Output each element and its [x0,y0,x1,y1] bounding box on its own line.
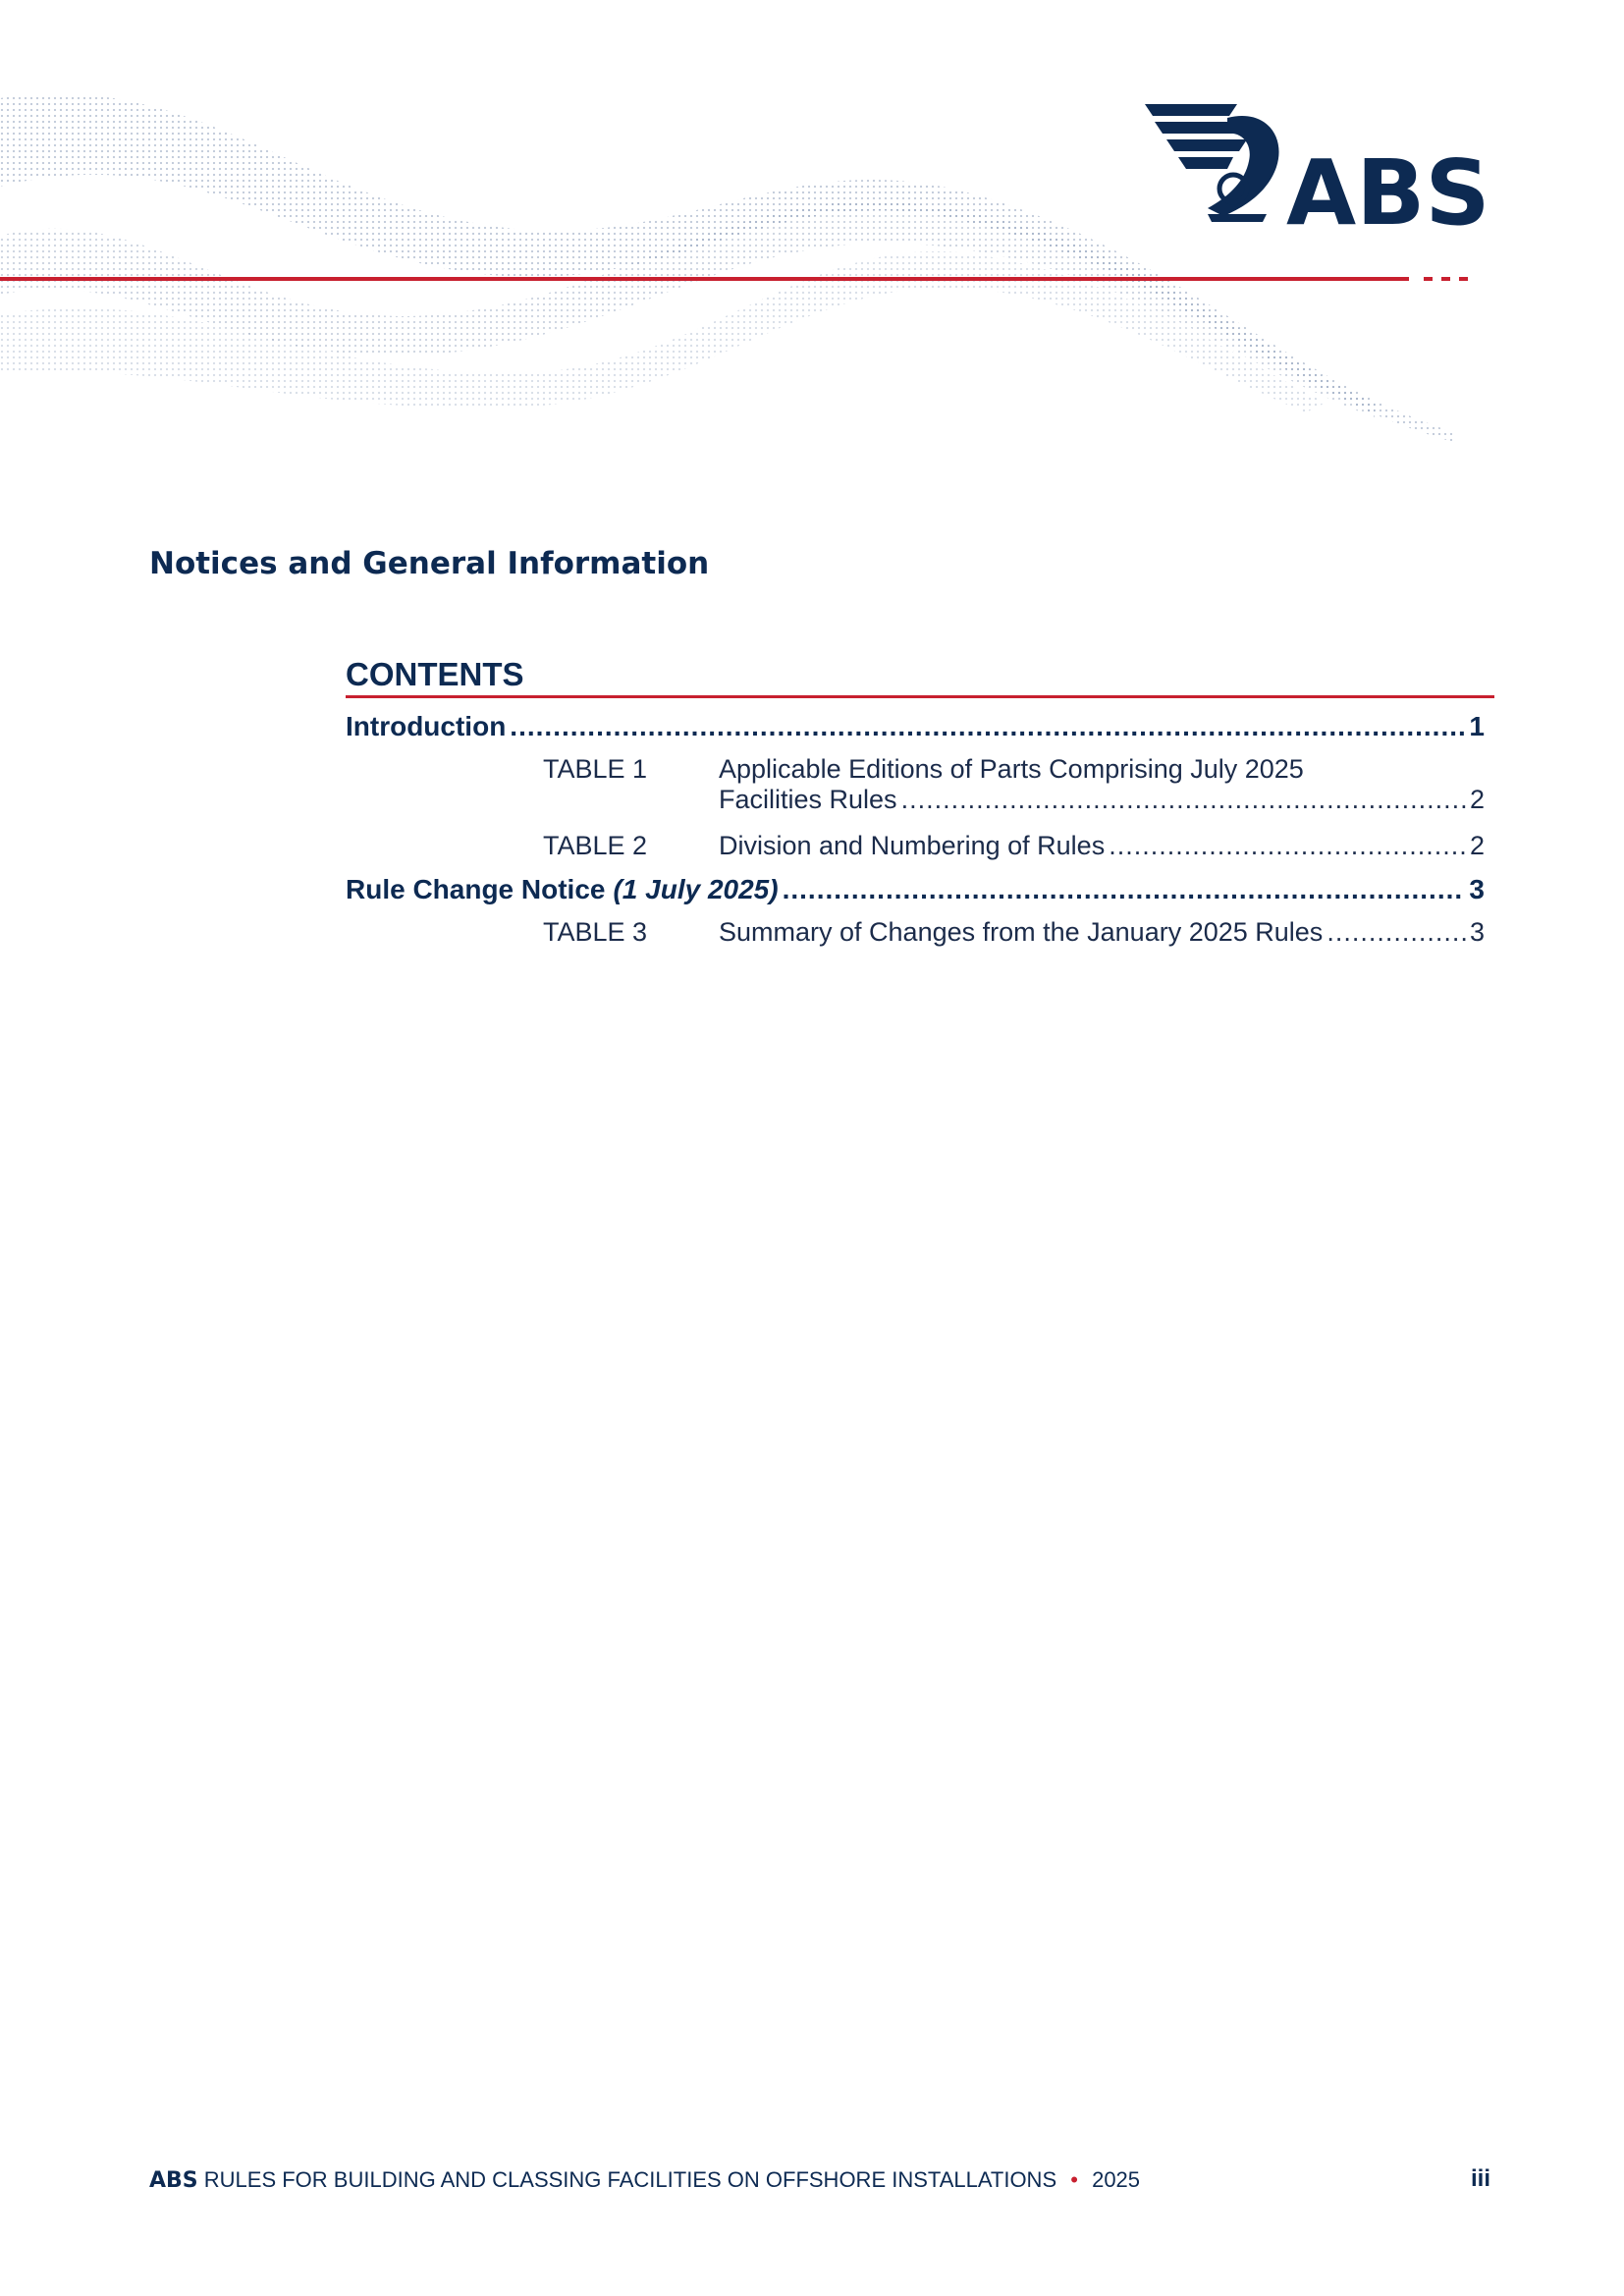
dot-leader [1326,917,1466,948]
toc-entry-introduction[interactable] [346,711,1485,754]
footer-separator: • [1070,2167,1078,2192]
toc-table-label: TABLE 1 [543,754,648,784]
toc-entry-page: 3 [1469,874,1485,904]
abs-logo-text: ABS [1286,140,1490,236]
toc-entry-title-line1: Applicable Editions of Parts Comprising July 2025 [719,754,1304,784]
dot-leader [510,711,1465,742]
toc-entry-table-2[interactable] [346,831,1485,874]
page-number: iii [1470,2165,1490,2192]
toc-table-label: TABLE 3 [543,917,648,947]
footer-document-title: RULES FOR BUILDING AND CLASSING FACILITIES ON OFFSHORE INSTALLATIONS [203,2167,1057,2192]
page-footer [149,2167,1140,2193]
toc-entry-page: 1 [1469,711,1485,741]
toc-entry-table-3[interactable] [346,917,1485,960]
toc-entry-rule-change-notice[interactable] [346,874,1485,917]
eagle-icon [1145,104,1279,222]
toc-entry-title: Introduction [346,711,507,741]
toc-entry-title: Division and Numbering of Rules [719,831,1106,860]
footer-year: 2025 [1092,2167,1141,2192]
toc-entry-page: 3 [1469,917,1485,947]
contents-divider [346,695,1494,698]
toc-table-label: TABLE 2 [543,831,648,860]
toc-entry-title-line2: Facilities Rules [719,785,897,814]
footer-brand: ABS [149,2168,198,2193]
toc-entry-title: Summary of Changes from the January 2025 Rules [719,917,1324,947]
contents-heading: CONTENTS [346,656,524,692]
toc-entry-title-date: (1 July 2025) [613,874,779,904]
dot-leader [783,874,1466,905]
dot-leader [901,785,1466,815]
section-title: Notices and General Information [149,546,710,581]
dot-leader [1109,831,1466,861]
toc-entry-page: 2 [1469,831,1485,860]
abs-logo [1139,98,1492,236]
toc-entry-table-1[interactable] [346,754,1485,831]
toc-entry-page: 2 [1469,785,1485,814]
table-of-contents [346,711,1485,960]
toc-entry-title: Rule Change Notice [346,874,606,904]
